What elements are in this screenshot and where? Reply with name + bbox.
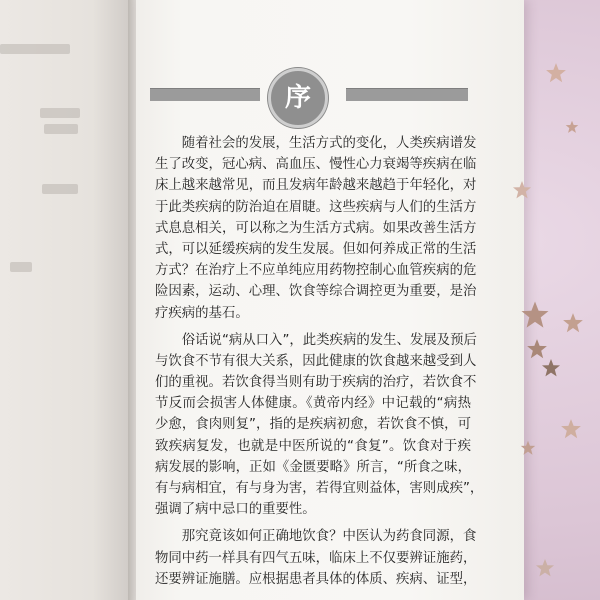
text-line: 俗话说“病从口入”，此类疾病的发生、发展及预后 — [155, 332, 477, 348]
text-line: 式，可以延缓疾病的发生发展。但如何养成正常的生活 — [155, 241, 477, 257]
text-line: 方式？在治疗上不应单纯应用药物控制心血管疾病的危 — [155, 263, 477, 279]
paragraph — [155, 133, 477, 324]
text-line: 床上越来越常见，而且发病年龄越来越趋于年轻化，对 — [155, 178, 477, 194]
header-right-bar — [346, 88, 468, 101]
text-line: 那究竟该如何正确地饮食？中医认为药食同源，食 — [155, 529, 477, 545]
title-badge — [268, 68, 328, 128]
left-page-text-bleed — [42, 184, 78, 194]
text-line: 于此类疾病的防治迫在眉睫。这些疾病与人们的生活方 — [155, 199, 477, 215]
star-sticker-icon — [512, 180, 532, 200]
text-line: 病发展的影响，正如《金匮要略》所言，“所食之味， — [155, 459, 471, 475]
left-page-text-bleed — [40, 108, 80, 118]
star-sticker-icon — [545, 62, 567, 84]
header-left-bar — [150, 88, 260, 101]
left-page-text-bleed — [44, 124, 78, 134]
text-line: 随着社会的发展，生活方式的变化，人类疾病谱发 — [155, 136, 477, 151]
text-line: 物同中药一样具有四气五味，临床上不仅要辨证施药， — [155, 550, 477, 566]
star-sticker-icon — [520, 440, 536, 456]
star-sticker-icon — [562, 312, 584, 334]
text-line: 致疾病复发，也就是中医所说的“食复”。饮食对于疾 — [155, 438, 471, 454]
text-line: 式息息相关，可以称之为生活方式病。如果改善生活方 — [155, 220, 477, 236]
text-line: 少愈，食肉则复”，指的是疾病初愈，若饮食不慎，可 — [155, 417, 471, 433]
text-line: 与饮食不节有很大关系，因此健康的饮食越来越受到人 — [155, 353, 477, 369]
text-line: 强调了病中忌口的重要性。 — [155, 502, 316, 518]
star-sticker-icon — [541, 358, 561, 378]
page-title: 序 — [284, 83, 311, 113]
text-line: 节反而会损害人体健康。《黄帝内经》中记载的“病热 — [155, 396, 471, 412]
left-page-text-bleed — [0, 44, 70, 54]
text-line: 疗疾病的基石。 — [155, 305, 249, 321]
star-sticker-icon — [565, 120, 579, 134]
star-sticker-icon — [520, 300, 550, 330]
paragraph — [155, 526, 477, 590]
text-line: 还要辨证施膳。应根据患者具体的体质、疾病、证型， — [155, 571, 477, 587]
star-sticker-icon — [560, 418, 582, 440]
star-sticker-icon — [526, 338, 548, 360]
text-line: 有与病相宜，有与身为害，若得宜则益体，害则成疾”， — [155, 481, 484, 496]
text-line: 生了改变，冠心病、高血压、慢性心力衰竭等疾病在临 — [155, 157, 477, 173]
star-sticker-icon — [535, 558, 555, 578]
text-line: 险因素，运动、心理、饮食等综合调控更为重要，是治 — [155, 284, 477, 300]
body-text — [155, 133, 484, 590]
paragraph — [155, 330, 484, 521]
text-line: 们的重视。若饮食得当则有助于疾病的治疗，若饮食不 — [155, 375, 477, 391]
left-page — [0, 0, 132, 600]
left-page-text-bleed — [10, 262, 32, 272]
